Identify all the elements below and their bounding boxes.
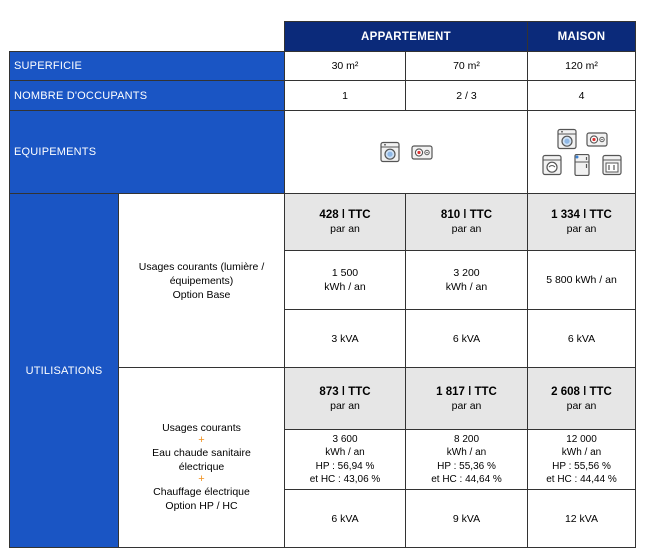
washing-machine-icon [379, 141, 401, 163]
hphc-consumption-cell [527, 429, 636, 490]
kwh-value: 3 200 [453, 267, 480, 279]
per-year: par an [330, 223, 360, 235]
hphc-price-cell [284, 367, 406, 430]
plus-sign: + [198, 433, 205, 446]
hp-ratio: HP : 56,94 % [315, 460, 375, 472]
washing-machine-icon [556, 128, 578, 150]
occupants-appartement-1: 1 [284, 80, 406, 111]
hphc-price: 1 817 ǀ TTC [436, 385, 497, 398]
option-base-line1: Usages courants (lumière / [138, 260, 265, 273]
row-label-utilisations: UTILISATIONS [9, 193, 119, 548]
kwh-value: 3 600 [332, 433, 358, 445]
base-consumption-cell [405, 250, 528, 310]
cooktop-icon [586, 128, 608, 150]
kwh-unit: kWh / an [445, 281, 488, 293]
hc-ratio: et HC : 44,44 % [546, 474, 617, 485]
header-maison: MAISON [527, 21, 636, 52]
base-power-cell: 3 kVA [284, 309, 406, 368]
kwh-unit: kWh / an [325, 447, 365, 458]
fridge-icon [571, 154, 593, 176]
base-power-cell: 6 kVA [405, 309, 528, 368]
superficie-appartement-2: 70 m² [405, 51, 528, 81]
row-label-occupants: NOMBRE D'OCCUPANTS [9, 80, 285, 111]
row-label-superficie: SUPERFICIE [9, 51, 285, 81]
hphc-power-cell: 9 kVA [405, 489, 528, 548]
hphc-price-cell [527, 367, 636, 430]
base-consumption-cell [284, 250, 406, 310]
hphc-consumption-cell [405, 429, 528, 490]
equipements-appartement [284, 110, 528, 194]
option-hphc-line2: Eau chaude sanitaire [152, 446, 251, 459]
hp-ratio: HP : 55,56 % [552, 460, 611, 472]
hp-ratio: HP : 55,36 % [437, 460, 496, 472]
hc-ratio: et HC : 44,64 % [431, 474, 502, 485]
oven-icon [601, 154, 623, 176]
option-hphc-line5: Option HP / HC [165, 499, 238, 512]
cooktop-icon [411, 141, 433, 163]
hphc-price: 2 608 ǀ TTC [551, 385, 612, 398]
kwh-value: 12 000 [566, 433, 597, 445]
base-price: 428 ǀ TTC [319, 209, 371, 221]
kwh-value: 8 200 [453, 433, 480, 445]
kwh-unit: kWh / an [446, 447, 487, 458]
option-hphc-line3: électrique [178, 460, 225, 473]
kwh-value: 5 800 kWh / an [546, 274, 617, 286]
base-price-cell [405, 193, 528, 251]
per-year: par an [330, 399, 360, 412]
option-hphc-line4: Chauffage électrique [153, 485, 250, 498]
row-label-equipements: EQUIPEMENTS [9, 110, 285, 194]
kwh-unit: kWh / an [561, 447, 602, 458]
hphc-power-cell: 6 kVA [284, 489, 406, 548]
base-price: 810 ǀ TTC [440, 209, 493, 221]
per-year: par an [451, 223, 482, 235]
option-base-label [118, 193, 285, 368]
header-appartement: APPARTEMENT [284, 21, 528, 52]
option-hphc-label [118, 367, 285, 548]
base-price: 1 334 ǀ TTC [551, 209, 612, 221]
base-price-cell [527, 193, 636, 251]
hc-ratio: et HC : 43,06 % [309, 474, 381, 485]
superficie-appartement-1: 30 m² [284, 51, 406, 81]
per-year: par an [566, 399, 597, 412]
option-base-line3: Option Base [172, 288, 231, 301]
kwh-unit: kWh / an [324, 281, 366, 293]
dryer-icon [541, 154, 563, 176]
per-year: par an [566, 223, 597, 235]
occupants-appartement-2: 2 / 3 [405, 80, 528, 111]
equipements-maison [527, 110, 636, 194]
base-power-cell: 6 kVA [527, 309, 636, 368]
base-price-cell [284, 193, 406, 251]
option-base-line2: équipements) [169, 274, 234, 287]
hphc-power-cell: 12 kVA [527, 489, 636, 548]
kwh-value: 1 500 [331, 267, 359, 279]
per-year: par an [451, 399, 482, 412]
base-consumption-cell [527, 250, 636, 310]
occupants-maison: 4 [527, 80, 636, 111]
plus-sign: + [198, 472, 205, 485]
hphc-price: 873 ǀ TTC [319, 385, 371, 398]
option-hphc-line1: Usages courants [162, 421, 241, 434]
hphc-consumption-cell [284, 429, 406, 490]
superficie-maison: 120 m² [527, 51, 636, 81]
hphc-price-cell [405, 367, 528, 430]
